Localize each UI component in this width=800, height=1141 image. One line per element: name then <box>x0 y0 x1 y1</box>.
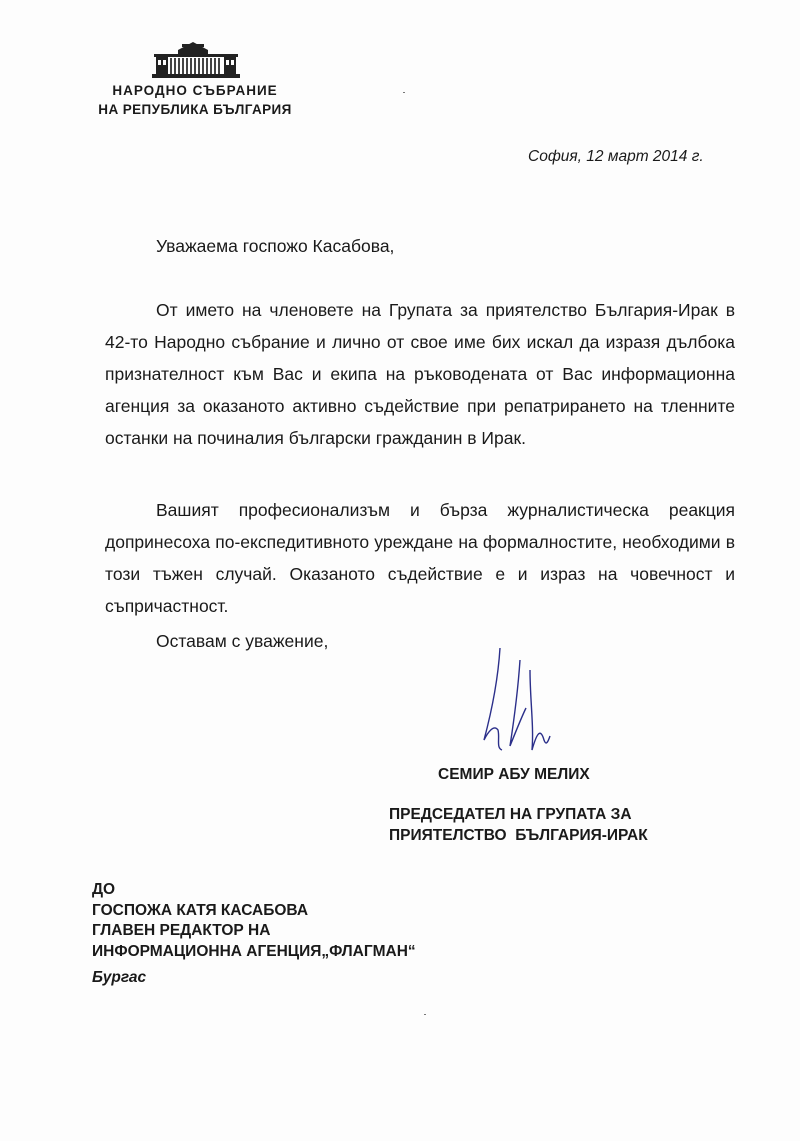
closing: Оставам с уважение, <box>156 631 329 651</box>
paper-speck <box>424 1014 426 1015</box>
salutation: Уважаема госпожо Касабова, <box>156 236 395 256</box>
recipient-line1: ДО <box>92 881 116 898</box>
recipient-block <box>92 880 416 962</box>
signer-title-line1: ПРЕДСЕДАТЕЛ НА ГРУПАТА ЗА <box>389 806 632 823</box>
signer-title <box>389 804 648 846</box>
recipient-line3: ГЛАВЕН РЕДАКТОР НА <box>92 922 271 939</box>
body-paragraph-1 <box>105 294 735 454</box>
paragraph-text: Вашият професионализъм и бърза журналистическа реакция допринесоха по-експедитивното уреждане на формалностите, необходими в този тъжен случай. Оказаното съдействие е и израз на човечност и съпричастност. <box>105 500 735 616</box>
recipient-line2: ГОСПОЖА КАТЯ КАСАБОВА <box>92 901 309 919</box>
paper-speck <box>403 92 405 93</box>
letterhead <box>95 81 295 119</box>
body-paragraph-2 <box>105 494 735 622</box>
letter-date: София, 12 март 2014 г. <box>528 148 704 165</box>
signer-name: СЕМИР АБУ МЕЛИХ <box>438 766 590 783</box>
recipient-line4: ИНФОРМАЦИОННА АГЕНЦИЯ„ФЛАГМАН“ <box>92 942 416 960</box>
parliament-building-icon <box>148 40 244 80</box>
signer-title-line2: ПРИЯТЕЛСТВО БЪЛГАРИЯ-ИРАК <box>389 827 648 844</box>
paragraph-text: От името на членовете на Групата за приятелство България-Ирак в 42-то Народно събрание и лично от свое име бих искал да изразя дълбока признателност към Вас и екипа на ръководената от Вас информационна агенция за оказаното активно съдействие при репатрирането на тленните останки на починалия български гражданин в Ирак. <box>105 300 735 448</box>
letterhead-line1: НАРОДНО СЪБРАНИЕ <box>112 83 278 98</box>
letterhead-line2: НА РЕПУБЛИКА БЪЛГАРИЯ <box>98 102 292 117</box>
handwritten-signature <box>478 640 568 760</box>
recipient-city: Бургас <box>92 969 147 986</box>
